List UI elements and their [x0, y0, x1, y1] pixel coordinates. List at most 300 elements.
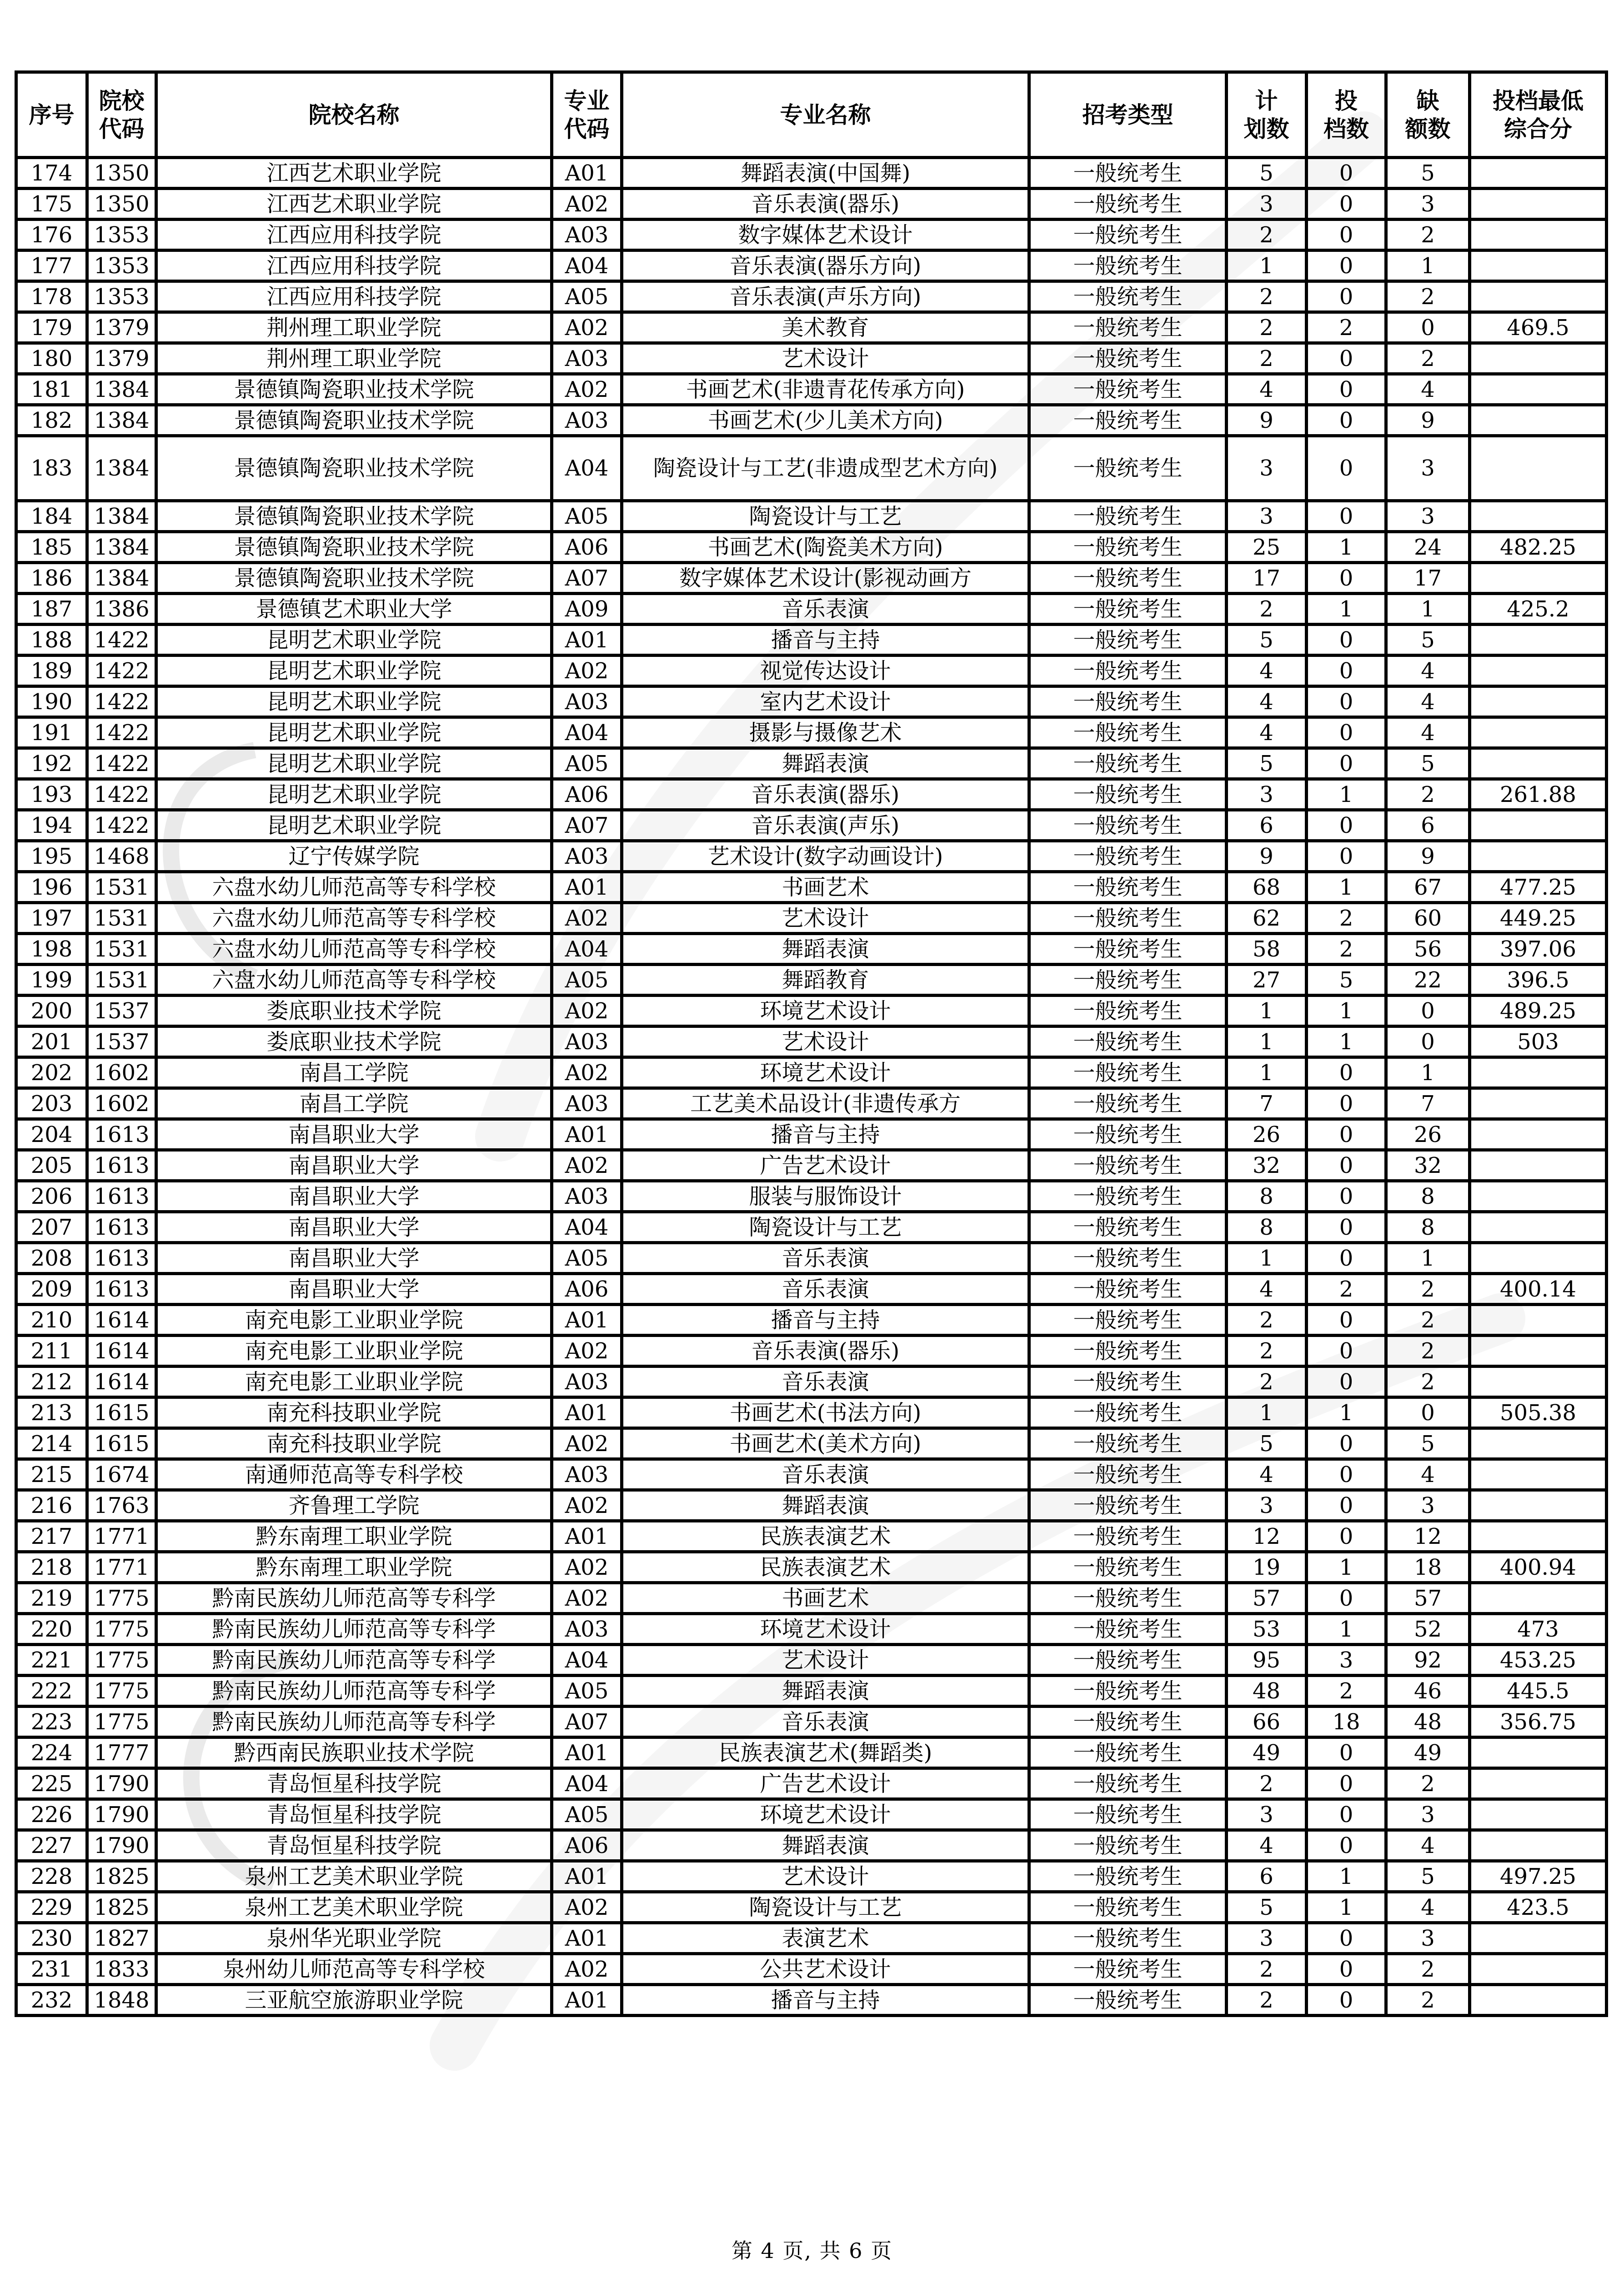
- cell-major-code: A02: [552, 1150, 622, 1181]
- cell-min-score: [1470, 1428, 1607, 1459]
- cell-min-score: [1470, 686, 1607, 717]
- cell-plan-count: 27: [1227, 965, 1307, 996]
- cell-school-name: 黔南民族幼儿师范高等专科学: [156, 1614, 552, 1645]
- cell-school-code: 1468: [87, 841, 156, 872]
- cell-index: 188: [16, 625, 87, 656]
- cell-major-code: A01: [552, 1521, 622, 1552]
- cell-exam-type: 一般统考生: [1029, 779, 1227, 810]
- header-min-score-line: 投档最低: [1493, 87, 1584, 114]
- cell-school-name: 景德镇艺术职业大学: [156, 594, 552, 625]
- cell-vacancy-count: 67: [1386, 872, 1470, 903]
- cell-plan-count: 2: [1227, 594, 1307, 625]
- cell-min-score: [1470, 1954, 1607, 1985]
- cell-school-code: 1615: [87, 1428, 156, 1459]
- header-school-name: [156, 72, 552, 158]
- cell-major-code: A01: [552, 1305, 622, 1336]
- cell-index: 213: [16, 1397, 87, 1428]
- cell-index: 204: [16, 1119, 87, 1150]
- table-row: [16, 374, 1607, 405]
- cell-major-code: A01: [552, 1923, 622, 1954]
- cell-index: 191: [16, 717, 87, 748]
- table-row: [16, 189, 1607, 220]
- cell-school-name: 娄底职业技术学院: [156, 996, 552, 1026]
- cell-vacancy-count: 7: [1386, 1088, 1470, 1119]
- cell-plan-count: 4: [1227, 717, 1307, 748]
- cell-admitted-count: 2: [1307, 903, 1386, 934]
- table-row: [16, 748, 1607, 779]
- cell-major-name: 音乐表演: [622, 594, 1029, 625]
- cell-exam-type: 一般统考生: [1029, 903, 1227, 934]
- cell-major-code: A02: [552, 189, 622, 220]
- cell-admitted-count: 0: [1307, 810, 1386, 841]
- cell-major-name: 环境艺术设计: [622, 996, 1029, 1026]
- cell-plan-count: 2: [1227, 1336, 1307, 1367]
- cell-school-name: 齐鲁理工学院: [156, 1490, 552, 1521]
- cell-vacancy-count: 12: [1386, 1521, 1470, 1552]
- cell-major-name: 音乐表演(器乐): [622, 1336, 1029, 1367]
- cell-admitted-count: 0: [1307, 158, 1386, 189]
- cell-admitted-count: 0: [1307, 250, 1386, 281]
- cell-exam-type: 一般统考生: [1029, 748, 1227, 779]
- cell-vacancy-count: 9: [1386, 405, 1470, 436]
- cell-index: 176: [16, 220, 87, 250]
- cell-major-code: A05: [552, 1243, 622, 1274]
- cell-school-name: 黔南民族幼儿师范高等专科学: [156, 1676, 552, 1707]
- cell-vacancy-count: 2: [1386, 281, 1470, 312]
- cell-min-score: [1470, 343, 1607, 374]
- cell-major-name: 书画艺术(陶瓷美术方向): [622, 532, 1029, 563]
- cell-school-name: 六盘水幼儿师范高等专科学校: [156, 872, 552, 903]
- cell-index: 231: [16, 1954, 87, 1985]
- cell-exam-type: 一般统考生: [1029, 625, 1227, 656]
- cell-school-code: 1615: [87, 1397, 156, 1428]
- cell-min-score: 445.5: [1470, 1676, 1607, 1707]
- table-row: [16, 158, 1607, 189]
- cell-school-name: 青岛恒星科技学院: [156, 1830, 552, 1861]
- cell-min-score: 505.38: [1470, 1397, 1607, 1428]
- cell-major-name: 广告艺术设计: [622, 1150, 1029, 1181]
- cell-admitted-count: 0: [1307, 189, 1386, 220]
- table-row: [16, 1583, 1607, 1614]
- cell-exam-type: 一般统考生: [1029, 405, 1227, 436]
- cell-vacancy-count: 0: [1386, 312, 1470, 343]
- cell-index: 199: [16, 965, 87, 996]
- cell-school-name: 景德镇陶瓷职业技术学院: [156, 563, 552, 594]
- cell-major-code: A01: [552, 872, 622, 903]
- cell-school-name: 南昌工学院: [156, 1088, 552, 1119]
- cell-major-name: 音乐表演(器乐): [622, 189, 1029, 220]
- cell-index: 177: [16, 250, 87, 281]
- cell-exam-type: 一般统考生: [1029, 1336, 1227, 1367]
- cell-school-name: 景德镇陶瓷职业技术学院: [156, 405, 552, 436]
- cell-admitted-count: 2: [1307, 934, 1386, 965]
- cell-school-name: 六盘水幼儿师范高等专科学校: [156, 903, 552, 934]
- cell-plan-count: 2: [1227, 312, 1307, 343]
- cell-min-score: [1470, 1057, 1607, 1088]
- cell-plan-count: 3: [1227, 1490, 1307, 1521]
- cell-major-code: A02: [552, 312, 622, 343]
- cell-school-code: 1350: [87, 189, 156, 220]
- cell-vacancy-count: 2: [1386, 1305, 1470, 1336]
- cell-school-name: 昆明艺术职业学院: [156, 717, 552, 748]
- cell-vacancy-count: 32: [1386, 1150, 1470, 1181]
- cell-index: 184: [16, 501, 87, 532]
- cell-admitted-count: 0: [1307, 1336, 1386, 1367]
- cell-school-code: 1379: [87, 343, 156, 374]
- cell-major-name: 舞蹈表演: [622, 934, 1029, 965]
- table-row: [16, 656, 1607, 686]
- cell-school-code: 1790: [87, 1799, 156, 1830]
- cell-min-score: [1470, 1119, 1607, 1150]
- cell-min-score: [1470, 1490, 1607, 1521]
- page-indicator: 第 4 页, 共 6 页: [731, 2238, 893, 2263]
- cell-major-code: A05: [552, 501, 622, 532]
- cell-exam-type: 一般统考生: [1029, 1057, 1227, 1088]
- cell-index: 175: [16, 189, 87, 220]
- cell-major-code: A07: [552, 810, 622, 841]
- cell-min-score: 503: [1470, 1026, 1607, 1057]
- cell-plan-count: 4: [1227, 374, 1307, 405]
- cell-index: 218: [16, 1552, 87, 1583]
- cell-major-name: 艺术设计: [622, 903, 1029, 934]
- cell-school-name: 景德镇陶瓷职业技术学院: [156, 436, 552, 501]
- cell-index: 190: [16, 686, 87, 717]
- cell-exam-type: 一般统考生: [1029, 343, 1227, 374]
- cell-min-score: [1470, 563, 1607, 594]
- cell-index: 226: [16, 1799, 87, 1830]
- cell-school-code: 1613: [87, 1212, 156, 1243]
- cell-major-code: A03: [552, 841, 622, 872]
- cell-school-name: 昆明艺术职业学院: [156, 810, 552, 841]
- cell-school-code: 1384: [87, 563, 156, 594]
- cell-major-code: A07: [552, 1707, 622, 1737]
- cell-school-code: 1531: [87, 965, 156, 996]
- cell-index: 180: [16, 343, 87, 374]
- cell-school-code: 1422: [87, 656, 156, 686]
- cell-school-name: 六盘水幼儿师范高等专科学校: [156, 934, 552, 965]
- cell-school-name: 泉州华光职业学院: [156, 1923, 552, 1954]
- header-school-code-line: 院校: [99, 87, 145, 114]
- cell-index: 227: [16, 1830, 87, 1861]
- cell-exam-type: 一般统考生: [1029, 1923, 1227, 1954]
- cell-school-code: 1379: [87, 312, 156, 343]
- header-school-code-line: 代码: [99, 115, 145, 142]
- cell-exam-type: 一般统考生: [1029, 281, 1227, 312]
- cell-school-code: 1422: [87, 748, 156, 779]
- cell-school-name: 黔南民族幼儿师范高等专科学: [156, 1645, 552, 1676]
- cell-admitted-count: 1: [1307, 1026, 1386, 1057]
- cell-plan-count: 1: [1227, 996, 1307, 1026]
- cell-major-code: A06: [552, 779, 622, 810]
- cell-major-code: A03: [552, 1459, 622, 1490]
- cell-major-name: 书画艺术(美术方向): [622, 1428, 1029, 1459]
- cell-admitted-count: 2: [1307, 1676, 1386, 1707]
- header-major-code-line: 代码: [564, 115, 610, 142]
- cell-min-score: [1470, 1336, 1607, 1367]
- table-body: [16, 158, 1607, 2016]
- cell-min-score: [1470, 220, 1607, 250]
- cell-min-score: [1470, 1088, 1607, 1119]
- table-row: [16, 625, 1607, 656]
- cell-school-name: 黔南民族幼儿师范高等专科学: [156, 1707, 552, 1737]
- cell-vacancy-count: 5: [1386, 1428, 1470, 1459]
- header-index-line: 序号: [29, 101, 75, 128]
- cell-exam-type: 一般统考生: [1029, 158, 1227, 189]
- cell-index: 179: [16, 312, 87, 343]
- cell-index: 230: [16, 1923, 87, 1954]
- table-row: [16, 1367, 1607, 1397]
- cell-major-name: 播音与主持: [622, 625, 1029, 656]
- cell-school-code: 1537: [87, 996, 156, 1026]
- cell-major-name: 陶瓷设计与工艺(非遗成型艺术方向): [622, 436, 1029, 501]
- cell-school-name: 黔东南理工职业学院: [156, 1521, 552, 1552]
- table-row: [16, 312, 1607, 343]
- cell-exam-type: 一般统考生: [1029, 1799, 1227, 1830]
- cell-min-score: [1470, 810, 1607, 841]
- cell-min-score: [1470, 374, 1607, 405]
- cell-school-code: 1531: [87, 934, 156, 965]
- table-row: [16, 1707, 1607, 1737]
- cell-index: 178: [16, 281, 87, 312]
- cell-major-name: 艺术设计: [622, 1861, 1029, 1892]
- cell-major-code: A02: [552, 1583, 622, 1614]
- cell-vacancy-count: 56: [1386, 934, 1470, 965]
- cell-school-code: 1422: [87, 810, 156, 841]
- table-row: [16, 903, 1607, 934]
- cell-exam-type: 一般统考生: [1029, 656, 1227, 686]
- cell-major-code: A06: [552, 1830, 622, 1861]
- cell-vacancy-count: 0: [1386, 1026, 1470, 1057]
- table-row: [16, 281, 1607, 312]
- cell-index: 225: [16, 1768, 87, 1799]
- cell-major-name: 艺术设计: [622, 1645, 1029, 1676]
- cell-school-name: 昆明艺术职业学院: [156, 625, 552, 656]
- cell-exam-type: 一般统考生: [1029, 436, 1227, 501]
- cell-plan-count: 3: [1227, 189, 1307, 220]
- table-row: [16, 436, 1607, 501]
- cell-major-code: A03: [552, 1181, 622, 1212]
- cell-vacancy-count: 1: [1386, 1243, 1470, 1274]
- cell-plan-count: 48: [1227, 1676, 1307, 1707]
- cell-plan-count: 9: [1227, 841, 1307, 872]
- table-row: [16, 532, 1607, 563]
- cell-major-code: A07: [552, 563, 622, 594]
- cell-school-code: 1763: [87, 1490, 156, 1521]
- cell-index: 205: [16, 1150, 87, 1181]
- cell-major-code: A03: [552, 1614, 622, 1645]
- table-row: [16, 1830, 1607, 1861]
- cell-min-score: [1470, 1737, 1607, 1768]
- cell-admitted-count: 0: [1307, 436, 1386, 501]
- cell-admitted-count: 0: [1307, 501, 1386, 532]
- cell-major-name: 音乐表演: [622, 1459, 1029, 1490]
- cell-plan-count: 4: [1227, 1274, 1307, 1305]
- cell-school-code: 1775: [87, 1707, 156, 1737]
- cell-school-name: 三亚航空旅游职业学院: [156, 1985, 552, 2016]
- cell-major-name: 舞蹈教育: [622, 965, 1029, 996]
- cell-major-name: 播音与主持: [622, 1305, 1029, 1336]
- cell-school-code: 1614: [87, 1336, 156, 1367]
- cell-min-score: [1470, 1212, 1607, 1243]
- cell-admitted-count: 0: [1307, 405, 1386, 436]
- cell-admitted-count: 0: [1307, 1088, 1386, 1119]
- table-row: [16, 1212, 1607, 1243]
- cell-vacancy-count: 2: [1386, 1768, 1470, 1799]
- cell-vacancy-count: 5: [1386, 748, 1470, 779]
- cell-plan-count: 57: [1227, 1583, 1307, 1614]
- cell-vacancy-count: 46: [1386, 1676, 1470, 1707]
- cell-vacancy-count: 1: [1386, 594, 1470, 625]
- cell-vacancy-count: 4: [1386, 656, 1470, 686]
- cell-plan-count: 1: [1227, 250, 1307, 281]
- cell-min-score: 449.25: [1470, 903, 1607, 934]
- cell-plan-count: 1: [1227, 1057, 1307, 1088]
- cell-index: 216: [16, 1490, 87, 1521]
- cell-index: 187: [16, 594, 87, 625]
- cell-admitted-count: 1: [1307, 872, 1386, 903]
- cell-exam-type: 一般统考生: [1029, 1676, 1227, 1707]
- cell-min-score: [1470, 1367, 1607, 1397]
- header-school-name-line: 院校名称: [308, 101, 400, 128]
- cell-school-name: 荆州理工职业学院: [156, 343, 552, 374]
- table-row: [16, 934, 1607, 965]
- cell-school-code: 1384: [87, 405, 156, 436]
- header-vacancy-count-line: 额数: [1405, 115, 1451, 142]
- cell-plan-count: 2: [1227, 281, 1307, 312]
- cell-exam-type: 一般统考生: [1029, 1274, 1227, 1305]
- cell-index: 189: [16, 656, 87, 686]
- cell-index: 232: [16, 1985, 87, 2016]
- cell-school-code: 1384: [87, 501, 156, 532]
- cell-min-score: 423.5: [1470, 1892, 1607, 1923]
- cell-vacancy-count: 4: [1386, 717, 1470, 748]
- cell-school-code: 1614: [87, 1367, 156, 1397]
- cell-admitted-count: 18: [1307, 1707, 1386, 1737]
- cell-min-score: [1470, 158, 1607, 189]
- cell-major-code: A05: [552, 965, 622, 996]
- cell-index: 210: [16, 1305, 87, 1336]
- cell-school-name: 六盘水幼儿师范高等专科学校: [156, 965, 552, 996]
- cell-exam-type: 一般统考生: [1029, 810, 1227, 841]
- cell-plan-count: 5: [1227, 158, 1307, 189]
- cell-exam-type: 一般统考生: [1029, 1243, 1227, 1274]
- table-row: [16, 1737, 1607, 1768]
- cell-admitted-count: 0: [1307, 1212, 1386, 1243]
- cell-index: 200: [16, 996, 87, 1026]
- cell-exam-type: 一般统考生: [1029, 1552, 1227, 1583]
- cell-vacancy-count: 0: [1386, 1397, 1470, 1428]
- cell-school-name: 泉州幼儿师范高等专科学校: [156, 1954, 552, 1985]
- cell-major-name: 数字媒体艺术设计(影视动画方: [622, 563, 1029, 594]
- header-admitted-count-line: 投: [1335, 87, 1358, 114]
- cell-plan-count: 2: [1227, 220, 1307, 250]
- cell-admitted-count: 1: [1307, 1614, 1386, 1645]
- cell-exam-type: 一般统考生: [1029, 1459, 1227, 1490]
- cell-index: 183: [16, 436, 87, 501]
- cell-major-name: 摄影与摄像艺术: [622, 717, 1029, 748]
- cell-school-code: 1613: [87, 1119, 156, 1150]
- cell-index: 222: [16, 1676, 87, 1707]
- cell-index: 220: [16, 1614, 87, 1645]
- cell-school-code: 1422: [87, 686, 156, 717]
- cell-school-code: 1422: [87, 717, 156, 748]
- cell-exam-type: 一般统考生: [1029, 1892, 1227, 1923]
- cell-vacancy-count: 2: [1386, 1336, 1470, 1367]
- cell-plan-count: 7: [1227, 1088, 1307, 1119]
- cell-school-name: 娄底职业技术学院: [156, 1026, 552, 1057]
- cell-admitted-count: 2: [1307, 1274, 1386, 1305]
- cell-school-name: 南昌职业大学: [156, 1243, 552, 1274]
- cell-school-code: 1422: [87, 779, 156, 810]
- cell-major-code: A01: [552, 1119, 622, 1150]
- cell-exam-type: 一般统考生: [1029, 1026, 1227, 1057]
- cell-school-name: 南充电影工业职业学院: [156, 1367, 552, 1397]
- cell-school-code: 1674: [87, 1459, 156, 1490]
- cell-school-code: 1353: [87, 220, 156, 250]
- cell-exam-type: 一般统考生: [1029, 934, 1227, 965]
- cell-major-name: 表演艺术: [622, 1923, 1029, 1954]
- cell-min-score: 400.14: [1470, 1274, 1607, 1305]
- cell-exam-type: 一般统考生: [1029, 1150, 1227, 1181]
- cell-major-name: 舞蹈表演: [622, 1676, 1029, 1707]
- cell-school-code: 1771: [87, 1521, 156, 1552]
- cell-exam-type: 一般统考生: [1029, 1645, 1227, 1676]
- cell-school-name: 黔南民族幼儿师范高等专科学: [156, 1583, 552, 1614]
- cell-exam-type: 一般统考生: [1029, 1954, 1227, 1985]
- cell-major-code: A02: [552, 996, 622, 1026]
- cell-admitted-count: 0: [1307, 625, 1386, 656]
- cell-plan-count: 3: [1227, 436, 1307, 501]
- cell-min-score: 453.25: [1470, 1645, 1607, 1676]
- cell-school-name: 江西艺术职业学院: [156, 189, 552, 220]
- table-row: [16, 1676, 1607, 1707]
- cell-major-code: A02: [552, 1057, 622, 1088]
- cell-major-name: 音乐表演(器乐): [622, 779, 1029, 810]
- cell-school-name: 南昌职业大学: [156, 1212, 552, 1243]
- cell-plan-count: 26: [1227, 1119, 1307, 1150]
- cell-admitted-count: 0: [1307, 1923, 1386, 1954]
- cell-major-code: A05: [552, 748, 622, 779]
- cell-major-code: A09: [552, 594, 622, 625]
- header-vacancy-count-line: 缺: [1416, 87, 1439, 114]
- cell-vacancy-count: 52: [1386, 1614, 1470, 1645]
- cell-index: 181: [16, 374, 87, 405]
- table-row: [16, 1892, 1607, 1923]
- cell-admitted-count: 0: [1307, 563, 1386, 594]
- table-row: [16, 1088, 1607, 1119]
- cell-major-name: 书画艺术(书法方向): [622, 1397, 1029, 1428]
- cell-admitted-count: 5: [1307, 965, 1386, 996]
- cell-school-name: 南昌职业大学: [156, 1274, 552, 1305]
- cell-school-code: 1384: [87, 532, 156, 563]
- cell-index: 203: [16, 1088, 87, 1119]
- cell-admitted-count: 0: [1307, 841, 1386, 872]
- cell-admitted-count: 1: [1307, 996, 1386, 1026]
- cell-major-name: 陶瓷设计与工艺: [622, 1892, 1029, 1923]
- cell-min-score: [1470, 1799, 1607, 1830]
- cell-major-code: A01: [552, 1985, 622, 2016]
- cell-plan-count: 49: [1227, 1737, 1307, 1768]
- cell-major-code: A02: [552, 374, 622, 405]
- cell-major-code: A03: [552, 1088, 622, 1119]
- cell-exam-type: 一般统考生: [1029, 996, 1227, 1026]
- table-row: [16, 686, 1607, 717]
- cell-major-name: 民族表演艺术(舞蹈类): [622, 1737, 1029, 1768]
- cell-school-name: 南昌工学院: [156, 1057, 552, 1088]
- table-row: [16, 717, 1607, 748]
- cell-index: 214: [16, 1428, 87, 1459]
- cell-major-code: A06: [552, 532, 622, 563]
